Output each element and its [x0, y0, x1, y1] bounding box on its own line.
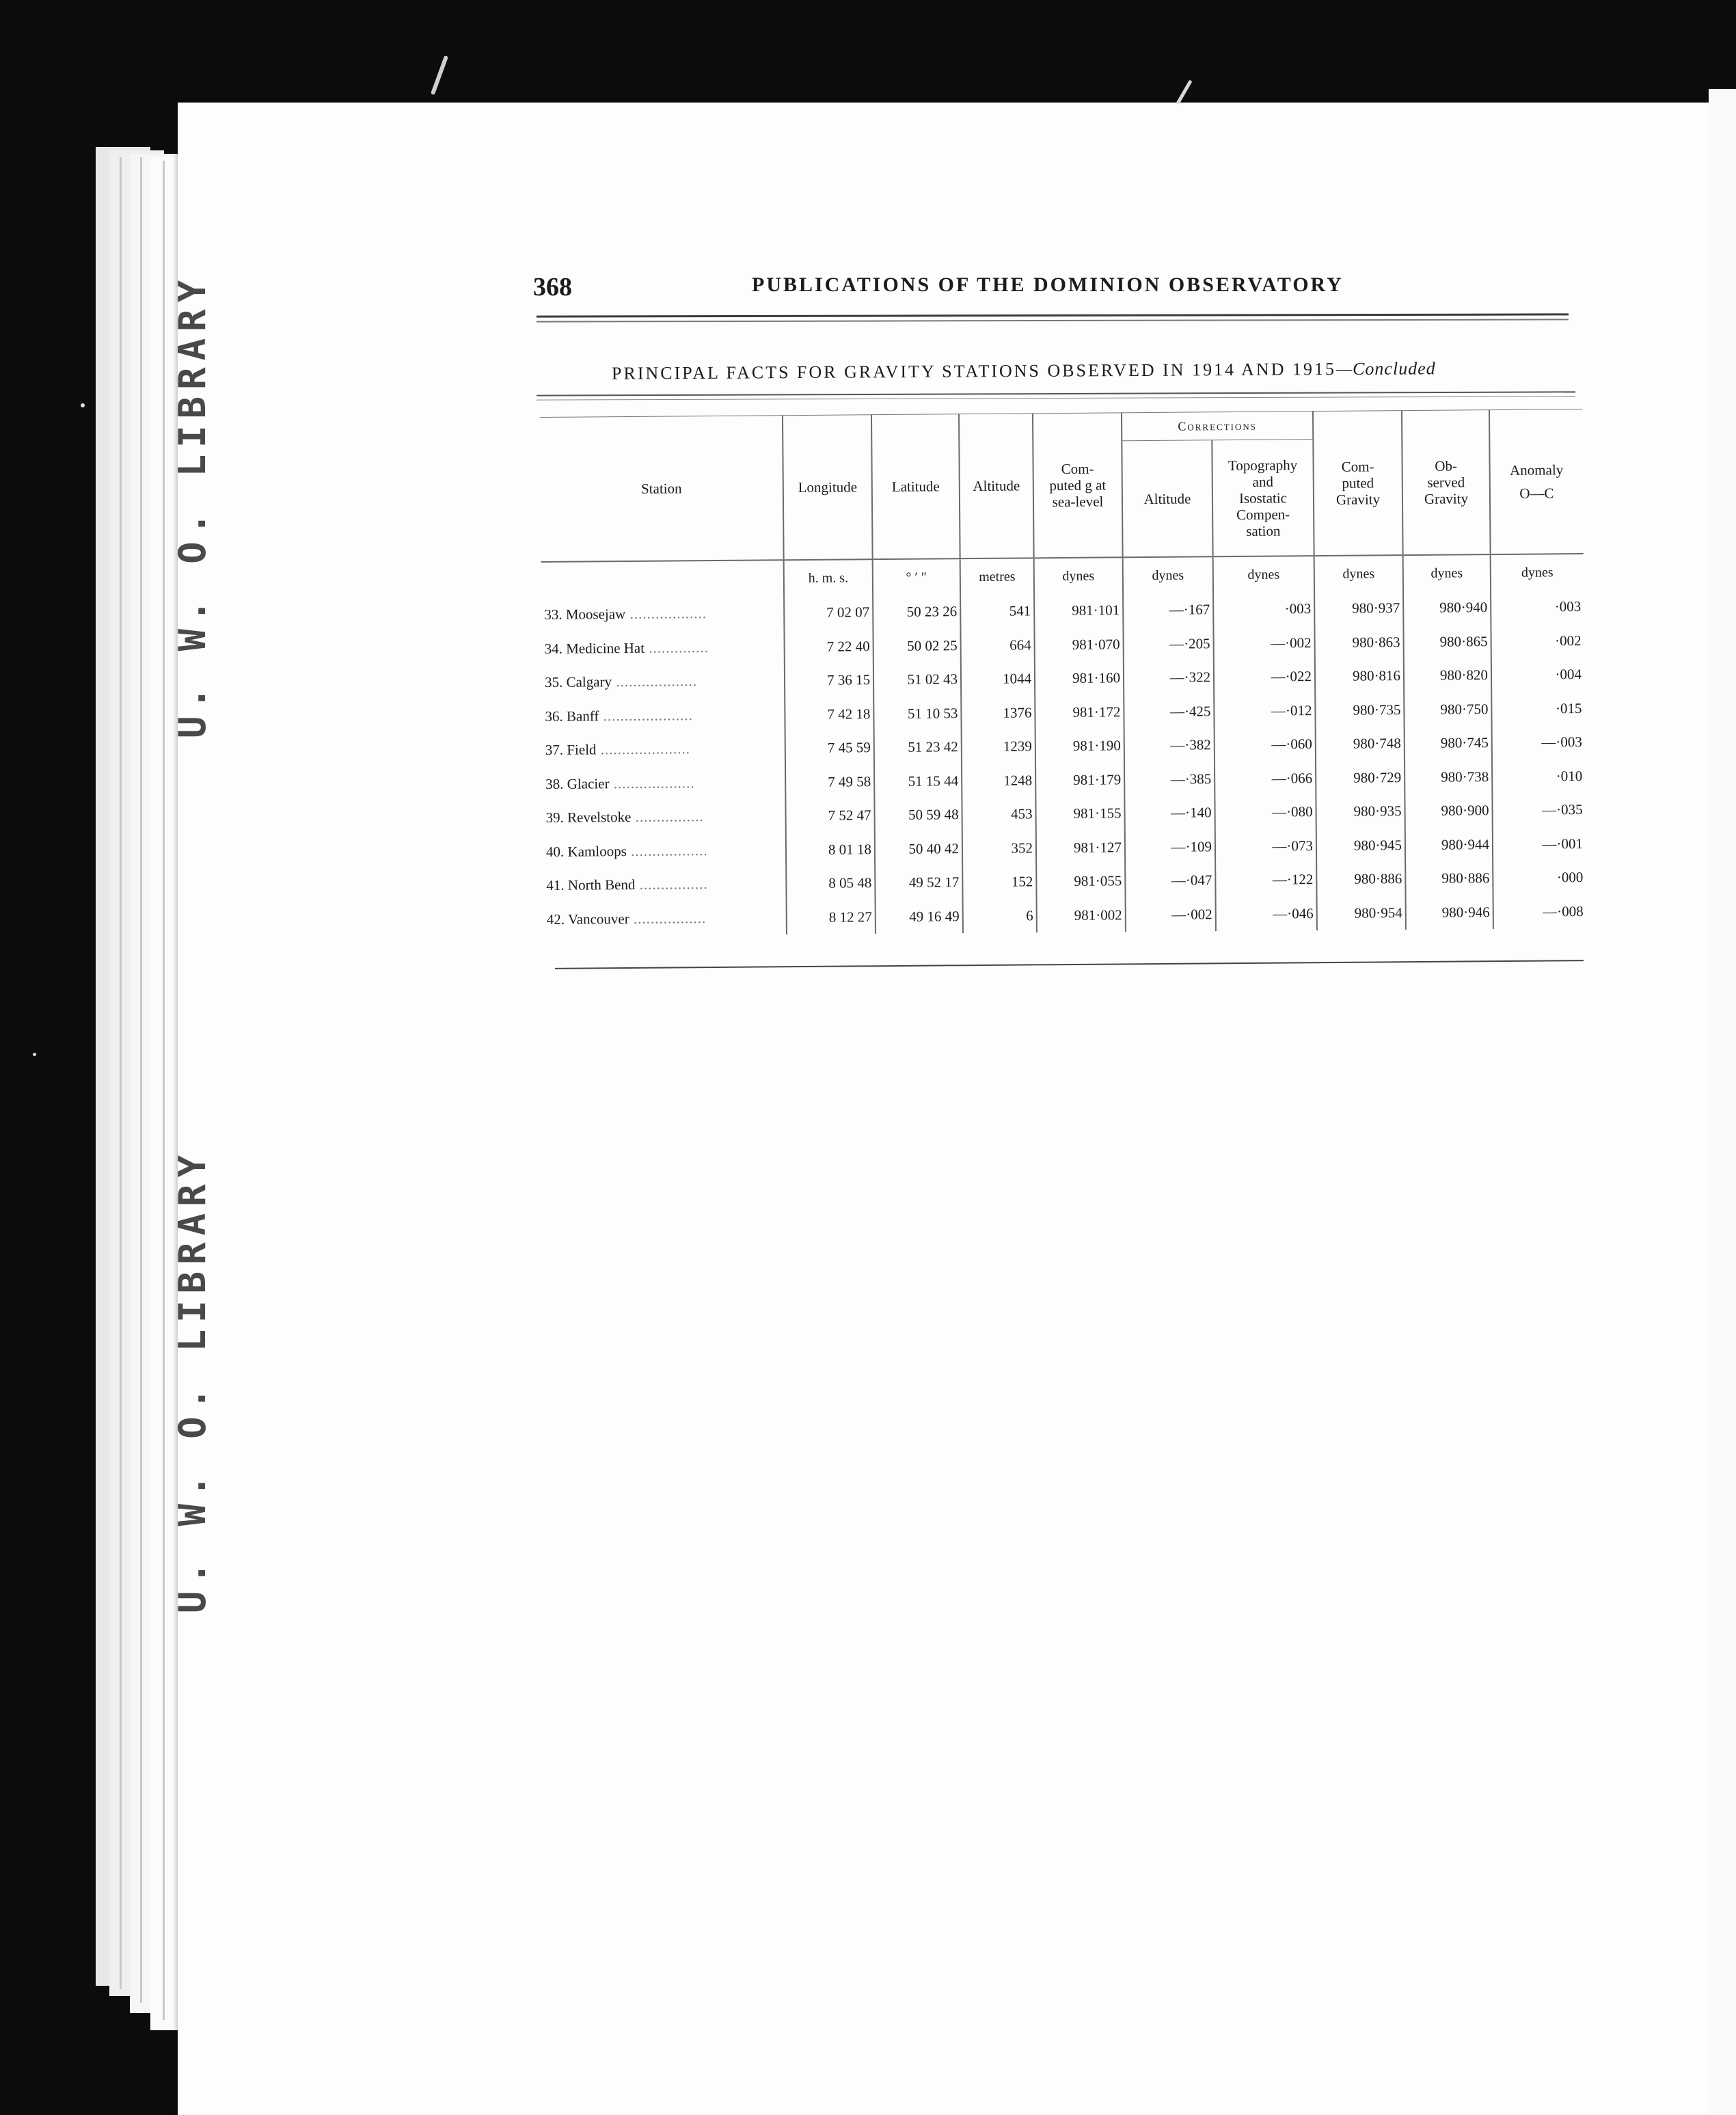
- header-computed-g-line: sea-level: [1052, 493, 1104, 511]
- cell-computed-g: 981·055: [1036, 864, 1125, 899]
- header-corrections: Corrections: [1122, 412, 1313, 441]
- header-computed-gravity: [1313, 411, 1403, 556]
- cell-altitude: 6: [963, 899, 1037, 933]
- cell-observed-gravity: 980·940: [1403, 591, 1491, 625]
- cell-station: [543, 731, 785, 767]
- cell-corr-altitude: —·047: [1125, 863, 1215, 898]
- cell-anomaly: ·015: [1491, 692, 1584, 727]
- leader-dots: ...................: [611, 673, 698, 690]
- header-corr-topography: [1212, 440, 1314, 556]
- cell-corr-topo: —·012: [1214, 694, 1315, 729]
- leader-dots: .................: [629, 909, 707, 927]
- cell-anomaly: —·035: [1492, 793, 1585, 828]
- cell-longitude: 7 49 58: [785, 765, 874, 800]
- cell-longitude: 7 02 07: [784, 595, 873, 630]
- cell-latitude: 50 23 26: [873, 595, 960, 630]
- leader-dots: ...................: [609, 774, 695, 792]
- cell-station: [542, 698, 785, 733]
- scan-mark: [431, 55, 448, 95]
- cell-computed-g: 981·190: [1035, 729, 1124, 764]
- header-anomaly: [1489, 409, 1584, 555]
- leader-dots: .....................: [599, 707, 693, 725]
- page-edge-line: [140, 157, 142, 2003]
- cell-computed-gravity: 980·863: [1314, 625, 1403, 660]
- unit-observed-gravity: dynes: [1403, 554, 1491, 591]
- header-observed-gravity-line: served: [1427, 474, 1465, 491]
- cell-computed-gravity: 980·935: [1316, 794, 1405, 829]
- cell-computed-g: 981·172: [1035, 695, 1124, 730]
- station-name: 41. North Bend: [546, 876, 636, 894]
- cell-latitude: 50 02 25: [873, 629, 960, 664]
- header-anomaly-line: Anomaly: [1509, 461, 1564, 479]
- header-anomaly-line: O—C: [1519, 485, 1554, 502]
- scan-speck: [81, 403, 85, 407]
- cell-longitude: 8 01 18: [786, 833, 875, 867]
- cell-longitude: 7 52 47: [785, 798, 874, 833]
- header-computed-gravity-line: Com-: [1341, 458, 1374, 475]
- station-name: 40. Kamloops: [545, 842, 627, 860]
- unit-computed-gravity: dynes: [1314, 555, 1403, 592]
- cell-longitude: 7 22 40: [784, 630, 873, 664]
- station-name: 37. Field: [545, 741, 597, 759]
- cell-latitude: 51 10 53: [873, 697, 961, 731]
- cell-corr-altitude: —·322: [1124, 660, 1214, 695]
- header-corr-topography-line: Topography: [1228, 456, 1298, 474]
- unit-latitude: ° ′ ″: [873, 558, 960, 595]
- unit-corr-altitude: dynes: [1123, 556, 1213, 593]
- header-corr-topography-line: and: [1252, 473, 1274, 490]
- cell-station: [543, 766, 785, 801]
- cell-altitude: 453: [962, 797, 1035, 831]
- header-computed-g-line: puted g at: [1049, 476, 1107, 494]
- cell-computed-g: 981·101: [1034, 593, 1123, 628]
- station-name: 42. Vancouver: [546, 910, 629, 928]
- cell-latitude: 49 52 17: [875, 865, 962, 900]
- cell-corr-altitude: —·205: [1123, 627, 1213, 662]
- running-head: PUBLICATIONS OF THE DOMINION OBSERVATORY: [752, 273, 1344, 296]
- leader-dots: .....................: [596, 740, 691, 758]
- cell-station: [542, 664, 785, 699]
- leader-dots: ................: [631, 808, 704, 826]
- header-corr-topography-line: sation: [1246, 522, 1281, 539]
- cell-altitude: 1248: [962, 764, 1035, 798]
- cell-station: [543, 799, 785, 835]
- cell-observed-gravity: 980·886: [1405, 861, 1493, 896]
- cell-observed-gravity: 980·900: [1405, 794, 1492, 829]
- cell-corr-altitude: —·002: [1126, 898, 1216, 932]
- leader-dots: ................: [635, 876, 708, 893]
- cell-computed-gravity: 980·735: [1315, 693, 1404, 728]
- cell-corr-topo: ·003: [1213, 592, 1314, 627]
- cell-computed-g: 981·070: [1034, 628, 1123, 662]
- cell-corr-altitude: —·167: [1123, 593, 1213, 628]
- cell-altitude: 1376: [961, 696, 1035, 730]
- cell-computed-gravity: 980·945: [1316, 829, 1405, 863]
- header-longitude: Longitude: [783, 415, 873, 561]
- scan-mark: [1176, 79, 1192, 105]
- cell-observed-gravity: 980·944: [1405, 828, 1493, 863]
- header-observed-gravity: [1402, 410, 1491, 555]
- cell-computed-gravity: 980·954: [1317, 896, 1406, 931]
- cell-corr-altitude: —·385: [1124, 762, 1215, 797]
- header-computed-g: [1033, 413, 1123, 558]
- cell-altitude: 1044: [961, 662, 1035, 696]
- cell-corr-topo: —·080: [1215, 795, 1316, 830]
- cell-longitude: 7 36 15: [785, 663, 873, 698]
- leader-dots: ..................: [625, 605, 707, 623]
- gravity-stations-table: [540, 409, 1586, 937]
- document-page: [178, 103, 1709, 2115]
- cell-computed-gravity: 980·748: [1316, 727, 1405, 762]
- header-computed-gravity-line: Gravity: [1335, 491, 1381, 508]
- cell-anomaly: ·003: [1491, 590, 1584, 625]
- station-name: 36. Banff: [545, 708, 599, 725]
- cell-anomaly: —·001: [1493, 827, 1586, 862]
- cell-latitude: 50 40 42: [875, 832, 962, 867]
- header-corr-altitude: Altitude: [1122, 440, 1212, 557]
- cell-observed-gravity: 980·946: [1406, 895, 1493, 930]
- station-name: 35. Calgary: [544, 673, 612, 691]
- cell-computed-g: 981·179: [1035, 763, 1124, 798]
- cell-longitude: 7 45 59: [785, 731, 874, 766]
- cell-station: [541, 596, 784, 632]
- page-number: 368: [533, 273, 572, 301]
- cell-corr-topo: —·122: [1215, 863, 1316, 898]
- station-name: 33. Moosejaw: [544, 606, 626, 623]
- header-computed-gravity-line: puted: [1342, 474, 1374, 491]
- cell-corr-altitude: —·140: [1124, 796, 1215, 831]
- cell-corr-topo: —·066: [1215, 762, 1316, 796]
- cell-altitude: 352: [962, 831, 1036, 865]
- unit-longitude: h. m. s.: [784, 559, 873, 596]
- header-latitude: Latitude: [871, 414, 960, 559]
- cell-corr-topo: —·002: [1213, 626, 1314, 661]
- unit-altitude: metres: [960, 558, 1034, 595]
- cell-station: [543, 833, 786, 869]
- header-corr-topography-line: Compen-: [1236, 505, 1290, 523]
- cell-anomaly: —·008: [1493, 895, 1586, 930]
- cell-observed-gravity: 980·738: [1405, 760, 1492, 795]
- cell-altitude: 541: [960, 594, 1034, 628]
- table-title-suffix: —Concluded: [1335, 358, 1436, 379]
- cell-computed-g: 981·160: [1035, 661, 1124, 696]
- cell-corr-altitude: —·425: [1124, 695, 1214, 729]
- cell-anomaly: ·004: [1491, 658, 1584, 692]
- table-title-text: PRINCIPAL FACTS FOR GRAVITY STATIONS OBSERVED IN 1914 AND 1915: [611, 359, 1337, 383]
- page-edge-line: [120, 157, 122, 1989]
- unit-computed-g: dynes: [1034, 557, 1123, 594]
- cell-anomaly: ·000: [1493, 861, 1586, 895]
- cell-altitude: 664: [960, 628, 1034, 662]
- cell-corr-topo: —·022: [1214, 660, 1315, 695]
- cell-station: [544, 901, 787, 937]
- cell-corr-altitude: —·109: [1125, 830, 1215, 865]
- cell-computed-gravity: 980·729: [1316, 761, 1405, 796]
- header-station: Station: [540, 416, 784, 562]
- library-stamp: U. W. O. LIBRARY: [171, 1148, 214, 1613]
- cell-anomaly: ·002: [1491, 624, 1584, 659]
- cell-observed-gravity: 980·745: [1405, 726, 1492, 761]
- cell-longitude: 8 12 27: [787, 900, 876, 935]
- cell-station: [541, 630, 784, 666]
- cell-observed-gravity: 980·820: [1404, 658, 1491, 693]
- facing-page-edge: [1709, 89, 1736, 2115]
- cell-corr-topo: —·060: [1215, 727, 1316, 762]
- cell-observed-gravity: 980·865: [1403, 625, 1491, 660]
- cell-latitude: 51 23 42: [874, 730, 962, 765]
- header-corr-topography-line: Isostatic: [1238, 489, 1288, 507]
- header-observed-gravity-line: Ob-: [1435, 457, 1458, 474]
- cell-latitude: 50 59 48: [874, 798, 962, 833]
- cell-latitude: 49 16 49: [876, 900, 963, 934]
- cell-altitude: 1239: [962, 729, 1035, 764]
- leader-dots: ..............: [644, 638, 709, 656]
- header-altitude: Altitude: [959, 414, 1034, 558]
- cell-anomaly: ·010: [1492, 759, 1585, 794]
- cell-altitude: 152: [962, 865, 1036, 899]
- scan-speck: [33, 1053, 36, 1056]
- station-name: 38. Glacier: [545, 774, 610, 792]
- leader-dots: ..................: [626, 841, 708, 859]
- cell-anomaly: —·003: [1492, 725, 1585, 760]
- cell-corr-topo: —·073: [1215, 829, 1316, 864]
- station-name: 39. Revelstoke: [545, 809, 632, 826]
- cell-corr-altitude: —·382: [1124, 728, 1215, 763]
- page-edge-line: [163, 161, 165, 2020]
- cell-computed-gravity: 980·937: [1314, 591, 1403, 626]
- unit-anomaly: dynes: [1491, 554, 1584, 591]
- cell-computed-g: 981·127: [1036, 831, 1125, 865]
- library-stamp: U. W. O. LIBRARY: [171, 273, 214, 738]
- cell-longitude: 7 42 18: [785, 697, 873, 732]
- cell-computed-gravity: 980·816: [1315, 659, 1404, 694]
- cell-latitude: 51 02 43: [873, 662, 961, 697]
- header-computed-g-line: Com-: [1061, 460, 1094, 478]
- cell-longitude: 8 05 48: [786, 866, 875, 901]
- cell-latitude: 51 15 44: [874, 764, 962, 799]
- unit-station: [541, 560, 784, 598]
- cell-computed-gravity: 980·886: [1316, 862, 1405, 897]
- station-name: 34. Medicine Hat: [544, 639, 645, 657]
- cell-computed-g: 981·155: [1035, 796, 1124, 831]
- cell-observed-gravity: 980·750: [1404, 692, 1491, 727]
- header-observed-gravity-line: Gravity: [1424, 490, 1469, 507]
- cell-corr-topo: —·046: [1216, 897, 1317, 932]
- cell-station: [543, 867, 786, 902]
- unit-corr-topography: dynes: [1213, 556, 1314, 593]
- cell-computed-g: 981·002: [1037, 898, 1126, 933]
